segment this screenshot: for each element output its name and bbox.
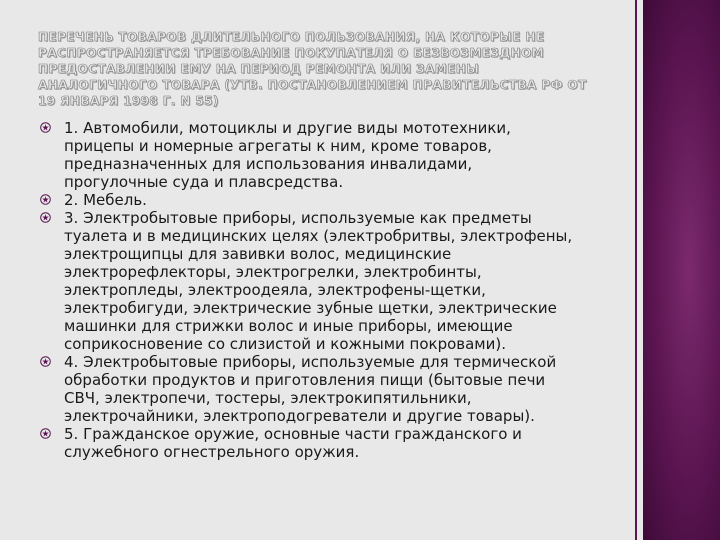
accent-divider bbox=[635, 0, 637, 540]
circled-star-icon bbox=[40, 194, 51, 205]
list-item bbox=[40, 191, 580, 209]
list-item-text: 4. Электробытовые приборы, используемые для термической обработки продуктов и приготовления пищи (бытовые печи СВЧ, электропечи, тостеры, электрокипятильники, электрочайники, электроподогреватели и другие товары). bbox=[64, 353, 557, 425]
slide-title: ПЕРЕЧЕНЬ ТОВАРОВ ДЛИТЕЛЬНОГО ПОЛЬЗОВАНИЯ, НА КОТОРЫЕ НЕ РАСПРОСТРАНЯЕТСЯ ТРЕБОВАНИЕ ПОКУПАТЕЛЯ О БЕЗВОЗМЕЗДНОМ ПРЕДОСТАВЛЕНИИ ЕМУ НА ПЕРИОД РЕМОНТА ИЛИ ЗАМЕНЫ АНАЛОГИЧНОГО ТОВАРА (УТВ. ПОСТАНОВЛЕНИЕМ ПРАВИТЕЛЬСТВА РФ ОТ 19 ЯНВАРЯ 1998 Г. N 55) bbox=[38, 30, 587, 108]
circled-star-icon bbox=[40, 356, 51, 367]
list-item bbox=[40, 425, 580, 461]
list-item bbox=[40, 119, 580, 191]
panel-gap bbox=[625, 0, 643, 540]
list-item-text: 3. Электробытовые приборы, используемые как предметы туалета и в медицинских целях (электробритвы, электрофены, электрощипцы для завивки волос, медицинские электрорефлекторы, электрогрелки, электробинты, электропледы, электроодеяла, электрофены-щетки, электробигуди, электрические зубные щетки, электрические машинки для стрижки волос и иные приборы, имеющие соприкосновение со слизистой и кожными покровами). bbox=[64, 209, 573, 353]
circled-star-icon bbox=[40, 428, 51, 439]
list-item bbox=[40, 353, 580, 425]
list-item bbox=[40, 209, 580, 353]
list-item-text: 1. Автомобили, мотоциклы и другие виды мототехники, прицепы и номерные агрегаты к ним, кроме товаров, предназначенных для использования инвалидами, прогулочные суда и плавсредства. bbox=[64, 119, 511, 191]
circled-star-icon bbox=[40, 122, 51, 133]
list-item-text: 2. Мебель. bbox=[64, 191, 147, 209]
circled-star-icon bbox=[40, 212, 51, 223]
list-item-text: 5. Гражданское оружие, основные части гражданского и служебного огнестрельного оружия. bbox=[64, 425, 522, 461]
bullet-list bbox=[40, 119, 580, 461]
decorative-side-panel bbox=[643, 0, 720, 540]
